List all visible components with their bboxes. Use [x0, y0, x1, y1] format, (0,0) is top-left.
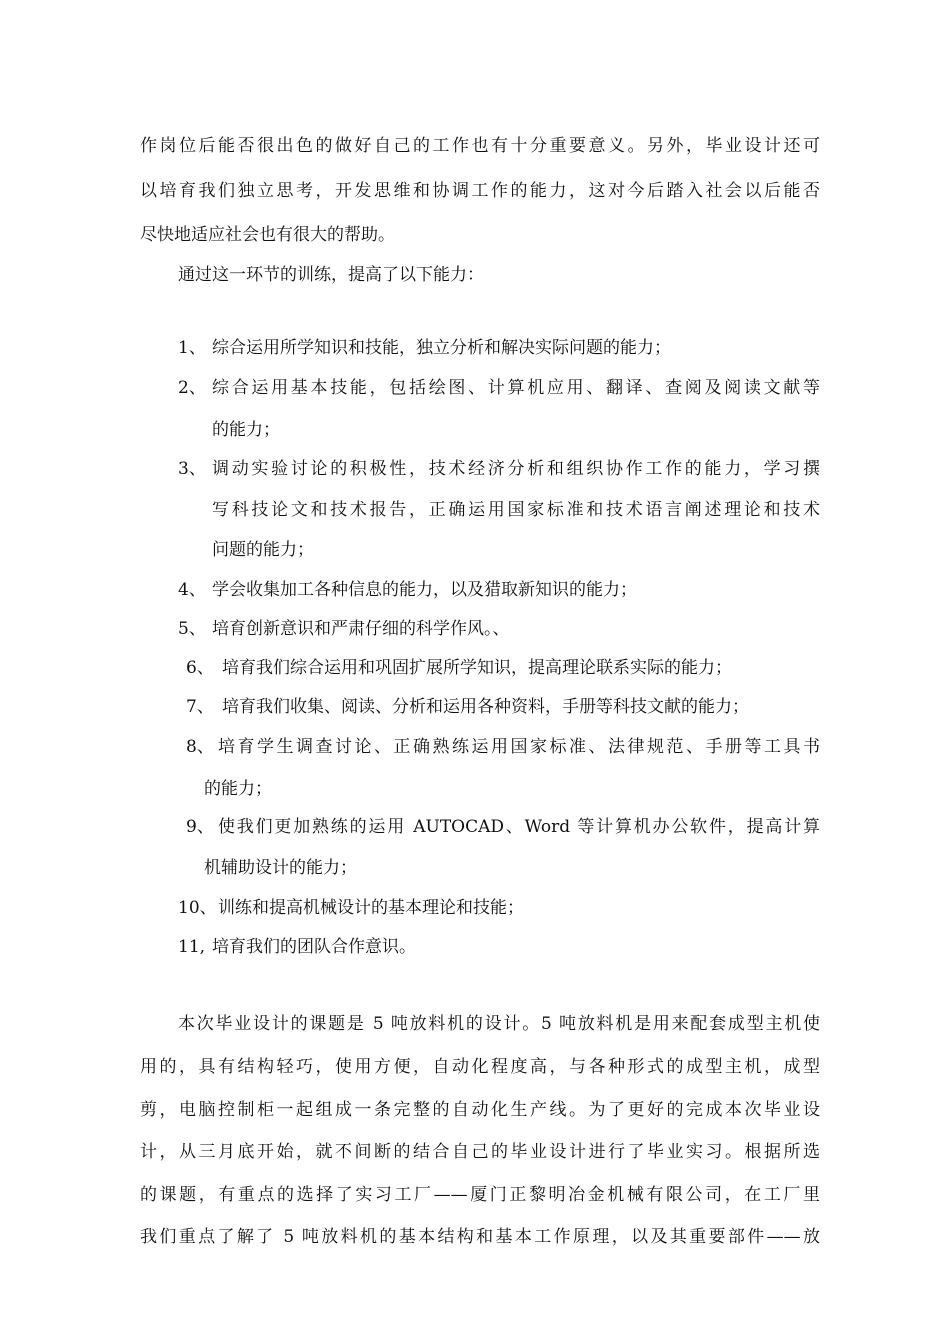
intro-line-3: 尽快地适应社会也有很大的帮助。 — [140, 225, 395, 245]
list-text: 的能力； — [204, 779, 272, 799]
list-number: 6、 — [186, 658, 214, 678]
list-text: 问题的能力； — [212, 540, 314, 560]
intro-line-2: 以培育我们独立思考，开发思维和协调工作的能力，这对今后踏入社会以后能否 — [140, 181, 820, 201]
list-text: 培育我们的团队合作意识。 — [212, 937, 416, 957]
list-text: 使我们更加熟练的运用 AUTOCAD、Word 等计算机办公软件，提高计算 — [218, 817, 820, 837]
list-text: 调动实验讨论的积极性，技术经济分析和组织协作工作的能力，学习撰 — [212, 459, 820, 479]
list-text: 的能力； — [212, 420, 280, 440]
list-text: 培育创新意识和严肃仔细的科学作风。、 — [212, 619, 510, 639]
list-number: 8、 — [186, 737, 214, 757]
list-text: 培育我们综合运用和巩固扩展所学知识，提高理论联系实际的能力； — [222, 658, 732, 678]
list-number: 11, — [178, 937, 206, 957]
list-number: 3、 — [178, 459, 206, 479]
closing-line-1: 本次毕业设计的课题是 5 吨放料机的设计。5 吨放料机是用来配套成型主机使 — [178, 1014, 820, 1034]
closing-line-3: 剪，电脑控制柜一起组成一条完整的自动化生产线。为了更好的完成本次毕业设 — [140, 1100, 820, 1120]
closing-line-2: 用的，具有结构轻巧，使用方便，自动化程度高，与各种形式的成型主机，成型 — [140, 1057, 820, 1077]
lead-text: 通过这一环节的训练，提高了以下能力： — [178, 265, 484, 285]
list-number: 7、 — [186, 697, 214, 717]
closing-line-6: 我们重点了解了 5 吨放料机的基本结构和基本工作原理，以及其重要部件——放 — [140, 1227, 820, 1247]
list-number: 2、 — [178, 378, 206, 398]
closing-line-4: 计，从三月底开始，就不间断的结合自己的毕业设计进行了毕业实习。根据所选 — [140, 1142, 820, 1162]
intro-line-1: 作岗位后能否很出色的做好自己的工作也有十分重要意义。另外，毕业设计还可 — [140, 136, 820, 156]
list-number: 1、 — [178, 338, 206, 358]
list-text: 写科技论文和技术报告，正确运用国家标准和技术语言阐述理论和技术 — [212, 500, 820, 520]
list-text: 培育学生调查讨论、正确熟练运用国家标准、法律规范、手册等工具书 — [218, 737, 820, 757]
list-text: 综合运用基本技能，包括绘图、计算机应用、翻译、查阅及阅读文献等 — [212, 378, 820, 398]
list-number: 5、 — [178, 619, 206, 639]
list-text: 机辅助设计的能力； — [204, 858, 357, 878]
list-number: 4、 — [178, 580, 206, 600]
list-number: 9、 — [186, 817, 214, 837]
closing-line-5: 的课题，有重点的选择了实习工厂——厦门正黎明冶金机械有限公司，在工厂里 — [140, 1185, 820, 1205]
list-text: 学会收集加工各种信息的能力，以及猎取新知识的能力； — [212, 580, 637, 600]
list-text: 培育我们收集、阅读、分析和运用各种资料，手册等科技文献的能力； — [222, 697, 749, 717]
list-text: 综合运用所学知识和技能，独立分析和解决实际问题的能力； — [212, 338, 671, 358]
list-number: 10、 — [178, 898, 217, 918]
list-text: 训练和提高机械设计的基本理论和技能； — [218, 898, 524, 918]
